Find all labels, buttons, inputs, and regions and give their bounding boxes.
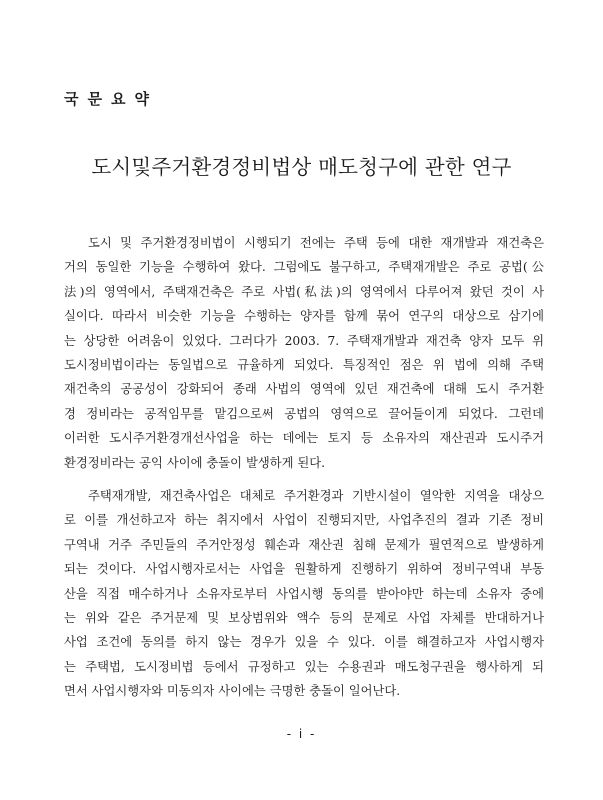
- paragraph-line: 산을 직접 매수하거나 소유자로부터 사업시행 동의를 받아야만 하는데 소유자 중에: [64, 586, 544, 601]
- paragraph-line: 도시정비법이라는 동일법으로 규율하게 되었다. 특징적인 점은 위 법에 의해 주택: [64, 358, 544, 373]
- paragraph-line: 는 주택법, 도시정비법 등에서 규정하고 있는 수용권과 매도청구권을 행사하게 되: [64, 659, 544, 674]
- abstract-paragraph-1: [64, 231, 544, 475]
- paragraph-line: 환경정비라는 공익 사이에 충돌이 발생하게 된다.: [64, 455, 326, 470]
- paragraph-line: 재건축의 공공성이 강화되어 종래 사법의 영역에 있던 재건축에 대해 도시 주거환: [64, 382, 544, 397]
- paragraph-line: 法)의 영역에서, 주택재건축은 주로 사법(私法)의 영역에서 다루어져 왔던 것이 사: [64, 284, 544, 299]
- document-title: 도시및주거환경정비법상 매도청구에 관한 연구: [91, 155, 512, 179]
- paragraph-line: 는 상당한 어려움이 있었다. 그러다가 2003. 7. 주택재개발과 재건축 양자 모두 위: [64, 333, 544, 348]
- paragraph-line: 실이다. 따라서 비슷한 기능을 수행하는 양자를 함께 묶어 연구의 대상으로 삼기에: [64, 309, 544, 324]
- abstract-section-label: 국문요약: [64, 90, 158, 108]
- paragraph-line: 면서 사업시행자와 미동의자 사이에는 극명한 충돌이 일어난다.: [64, 684, 401, 699]
- paragraph-line: 이러한 도시주거환경개선사업을 하는 데에는 토지 등 소유자의 재산권과 도시주거: [64, 431, 544, 446]
- abstract-paragraph-2: [64, 484, 544, 704]
- paragraph-line: 경 정비라는 공적임무를 맡김으로써 공법의 영역으로 끌어들이게 되었다. 그런데: [64, 406, 544, 421]
- paragraph-line: 사업 조건에 동의를 하지 않는 경우가 있을 수 있다. 이를 해결하고자 사업시행자: [64, 635, 544, 650]
- paragraph-line: 거의 동일한 기능을 수행하여 왔다. 그럼에도 불구하고, 주택재개발은 주로 공법(公: [64, 260, 544, 275]
- paragraph-line: 로 이를 개선하고자 하는 취지에서 사업이 진행되지만, 사업추진의 결과 기존 정비: [64, 513, 544, 528]
- paragraph-line: 구역내 거주 주민들의 주거안정성 훼손과 재산권 침해 문제가 필연적으로 발생하게: [64, 537, 544, 552]
- paragraph-line: 는 위와 같은 주거문제 및 보상범위와 액수 등의 문제로 사업 자체를 반대하거나: [64, 611, 544, 626]
- paragraph-line: 되는 것이다. 사업시행자로서는 사업을 원활하게 진행하기 위하여 정비구역내 부동: [64, 562, 544, 577]
- paragraph-line: 도시 및 주거환경정비법이 시행되기 전에는 주택 등에 대한 재개발과 재건축은: [88, 236, 544, 250]
- paragraph-line: 주택재개발, 재건축사업은 대체로 주거환경과 기반시설이 열악한 지역을 대상으: [88, 489, 544, 503]
- page-number: - i -: [286, 727, 317, 741]
